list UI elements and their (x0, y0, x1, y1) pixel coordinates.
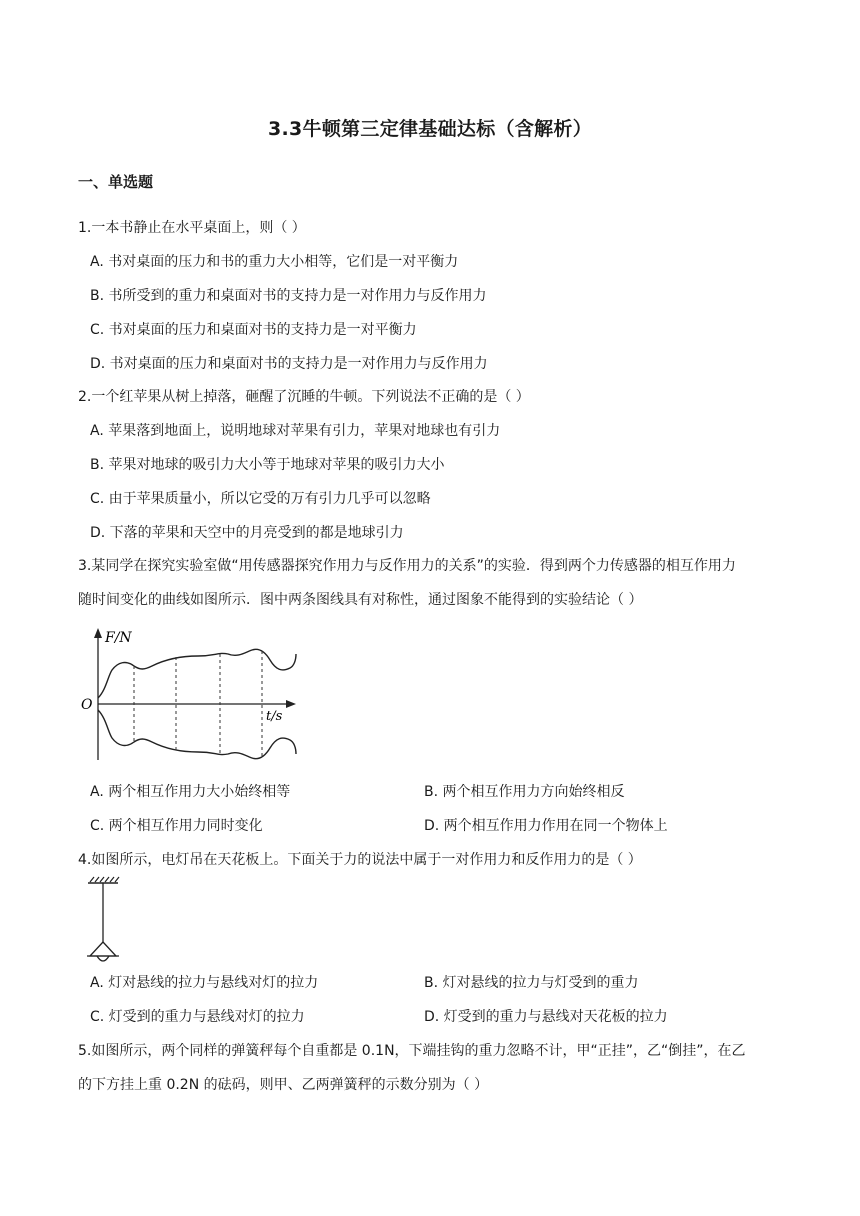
y-axis-label: F/N (105, 630, 132, 646)
lamp-shade (90, 942, 116, 956)
question-3-option-a: A. 两个相互作用力大小始终相等 (90, 784, 291, 800)
section-heading: 一、单选题 (78, 173, 154, 191)
x-axis-label: t/s (266, 709, 283, 724)
question-5-stem-line-2: 的下方挂上重 0.2N 的砝码，则甲、乙两弹簧秤的示数分别为（ ） (78, 1077, 489, 1093)
question-5-stem-line-1: 5.如图所示，两个同样的弹簧秤每个自重都是 0.1N，下端挂钩的重力忽略不计，甲“正挂”，乙“倒挂”，在乙 (78, 1043, 746, 1059)
question-4-option-b: B. 灯对悬线的拉力与灯受到的重力 (424, 975, 639, 991)
question-2-option-d: D. 下落的苹果和天空中的月亮受到的都是地球引力 (90, 525, 404, 541)
page-title: 3.3牛顿第三定律基础达标（含解析） (267, 118, 593, 140)
y-axis-arrow (94, 628, 102, 638)
question-1-option-c: C. 书对桌面的压力和桌面对书的支持力是一对平衡力 (90, 322, 417, 338)
question-4-stem: 4.如图所示，电灯吊在天花板上。下面关于力的说法中属于一对作用力和反作用力的是（ ） (78, 852, 642, 868)
question-2-option-b: B. 苹果对地球的吸引力大小等于地球对苹果的吸引力大小 (90, 457, 445, 473)
question-2-option-c: C. 由于苹果质量小，所以它受的万有引力几乎可以忽略 (90, 491, 431, 507)
question-4-option-d: D. 灯受到的重力与悬线对天花板的拉力 (424, 1009, 668, 1025)
question-4-option-a: A. 灯对悬线的拉力与悬线对灯的拉力 (90, 975, 319, 991)
question-1-option-d: D. 书对桌面的压力和桌面对书的支持力是一对作用力与反作用力 (90, 356, 488, 372)
origin-label: O (81, 697, 93, 713)
question-3-option-b: B. 两个相互作用力方向始终相反 (424, 784, 625, 800)
question-2-stem: 2.一个红苹果从树上掉落，砸醒了沉睡的牛顿。下列说法不正确的是（ ） (78, 389, 530, 405)
hanging-lamp-figure (84, 876, 124, 966)
force-time-figure (78, 626, 300, 764)
question-1-option-a: A. 书对桌面的压力和书的重力大小相等，它们是一对平衡力 (90, 254, 459, 270)
question-3-stem-line-2: 随时间变化的曲线如图所示．图中两条图线具有对称性，通过图象不能得到的实验结论（ ） (78, 592, 643, 608)
question-1-stem: 1.一本书静止在水平桌面上，则（ ） (78, 220, 306, 236)
question-4-option-c: C. 灯受到的重力与悬线对灯的拉力 (90, 1009, 305, 1025)
ceiling-hatch (90, 877, 119, 882)
upper-force-curve (98, 649, 296, 698)
question-3-option-d: D. 两个相互作用力作用在同一个物体上 (424, 818, 668, 834)
question-3-stem-line-1: 3.某同学在探究实验室做“用传感器探究作用力与反作用力的关系”的实验．得到两个力传感器的相互作用力 (78, 558, 736, 574)
question-1-option-b: B. 书所受到的重力和桌面对书的支持力是一对作用力与反作用力 (90, 288, 487, 304)
question-3-option-c: C. 两个相互作用力同时变化 (90, 818, 263, 834)
lamp-bulb (97, 956, 109, 961)
x-axis-arrow (286, 700, 296, 708)
question-2-option-a: A. 苹果落到地面上，说明地球对苹果有引力，苹果对地球也有引力 (90, 423, 501, 439)
